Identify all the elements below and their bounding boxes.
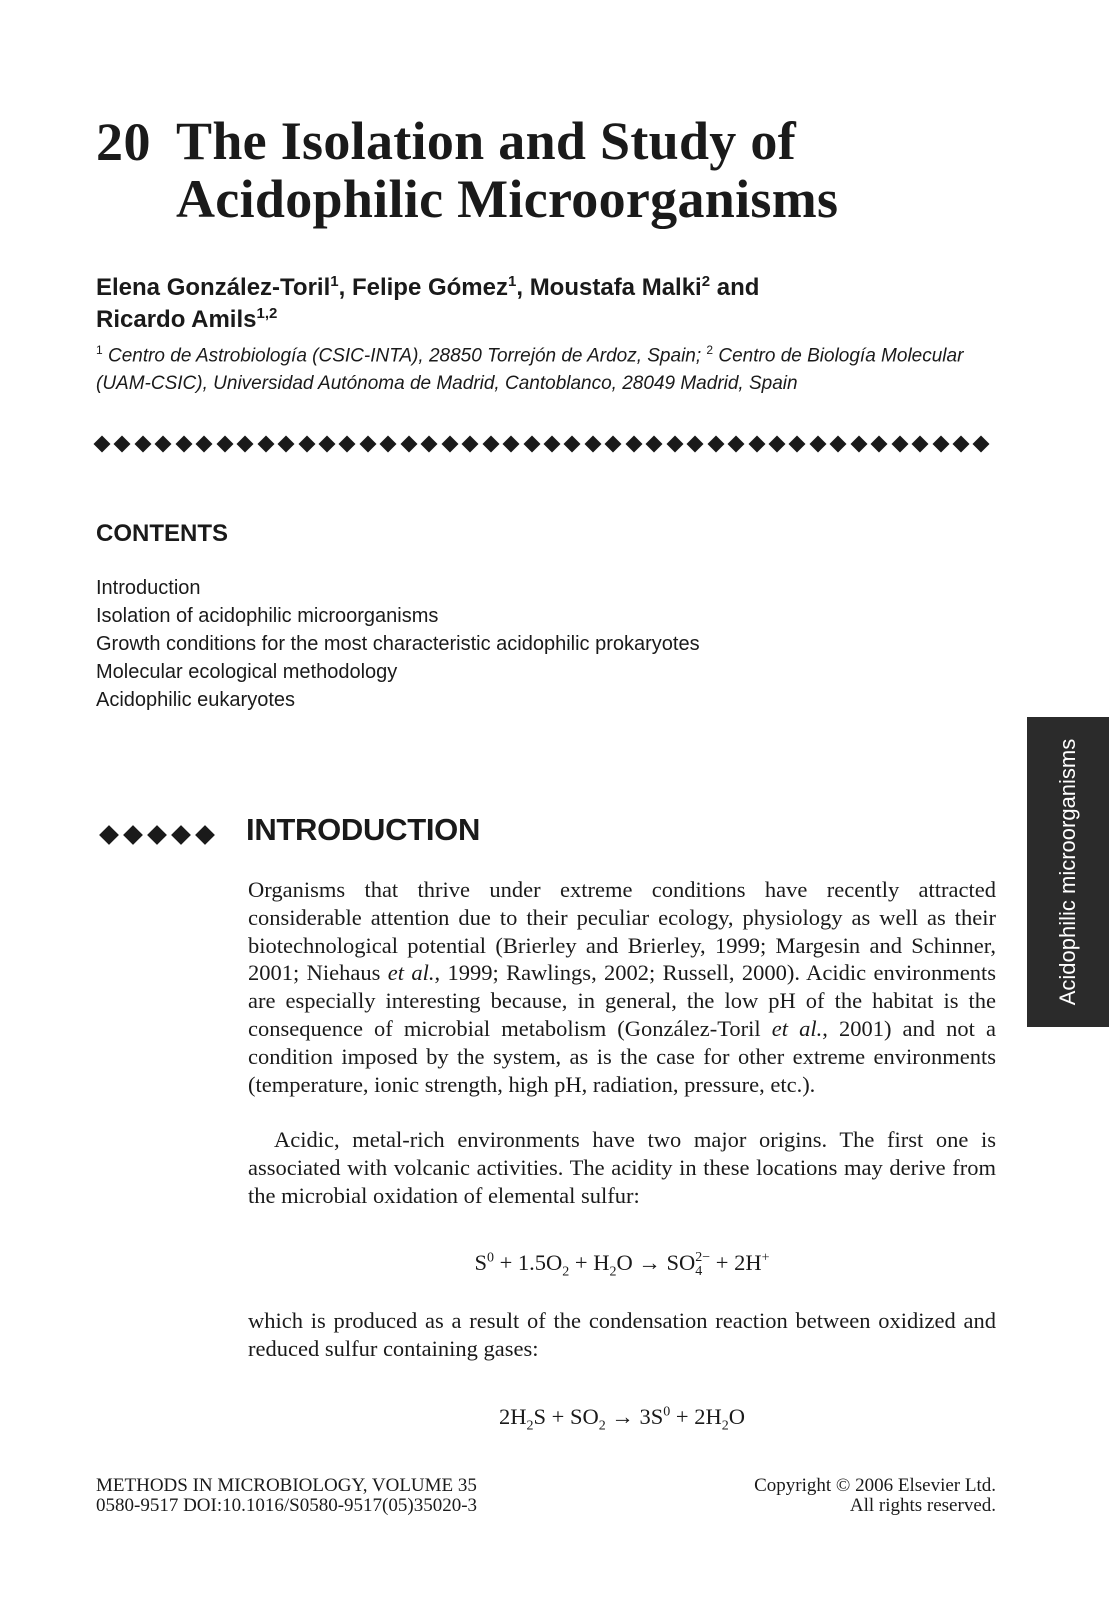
affiliation-text: Centro de Astrobiología (CSIC-INTA), 28850 Torrejón de Ardoz, Spain; (102, 345, 707, 367)
side-thumb-tab (1027, 717, 1109, 1027)
eq-part: + 2H (710, 1250, 762, 1275)
diamond-icon (482, 436, 499, 453)
diamond-icon (147, 825, 167, 845)
chapter-title (176, 112, 838, 228)
diamond-icon (123, 825, 143, 845)
eq-part: 2H (499, 1404, 527, 1429)
diamond-icon (768, 436, 785, 453)
diamond-icon (625, 436, 642, 453)
chapter-title-line-2: Acidophilic Microorganisms (176, 169, 839, 229)
diamond-icon (564, 436, 581, 453)
eq-part: O (728, 1404, 745, 1429)
footer-left (96, 1476, 477, 1516)
author-separator: and (710, 274, 760, 301)
diamond-icon (809, 436, 826, 453)
diamond-icon (99, 825, 119, 845)
chapter-title-line-1: The Isolation and Study of (176, 111, 796, 171)
diamond-icon (789, 436, 806, 453)
eq-part: O → SO (616, 1250, 696, 1275)
diamond-icon (278, 436, 295, 453)
eq-part: + H (569, 1250, 610, 1275)
footer-copyright: Copyright © 2006 Elsevier Ltd. (754, 1475, 996, 1496)
eq-sup: 2− (695, 1249, 711, 1265)
diamond-icon (155, 436, 172, 453)
affiliation-text: Centro de Biología Molecular (UAM-CSIC), Universidad Autónoma de Madrid, Cantoblanco, 28049 Madrid, Spain (96, 345, 964, 395)
diamond-icon (400, 436, 417, 453)
paragraph-text: , 1999; Rawlings, 2002; Russell, 2000). Acidic environments are especially interesting because, in general, the low pH of the habitat is the consequence of microbial metabolism (González-Toril (248, 960, 996, 1041)
diamond-icon (237, 436, 254, 453)
diamond-icon (543, 436, 560, 453)
eq-sup: 0 (486, 1250, 494, 1266)
diamond-icon (503, 436, 520, 453)
equation (248, 1250, 996, 1281)
diamond-icon (339, 436, 356, 453)
side-thumb-tab-label: Acidophilic microorganisms (1055, 738, 1080, 1006)
author-separator: , (516, 274, 530, 301)
diamond-icon (666, 436, 683, 453)
author-affil-mark: 1,2 (256, 305, 278, 322)
eq-sup: + (761, 1250, 770, 1266)
affiliation-mark: 1 (96, 343, 103, 357)
eq-part: + 1.5O (493, 1250, 563, 1275)
eq-sub: 2 (721, 1418, 729, 1434)
diamond-icon (298, 436, 315, 453)
author-affil-mark: 2 (701, 273, 711, 290)
author-line-2 (96, 304, 759, 336)
diamond-icon (605, 436, 622, 453)
eq-sub: 2 (609, 1264, 617, 1280)
paragraph: Acidic, metal-rich environments have two major origins. The first one is associated with volcanic activities. The acidity in these locations may derive from the microbial oxidation of elemental sulfur: (248, 1127, 996, 1208)
paragraph (248, 876, 996, 1098)
diamond-icon (523, 436, 540, 453)
italic-text: et al. (771, 1015, 823, 1041)
diamond-icon (196, 436, 213, 453)
chapter-number: 20 (96, 112, 151, 172)
diamond-icon (912, 436, 929, 453)
author-name: Moustafa Malki (529, 274, 702, 301)
footer-doi: 0580-9517 DOI:10.1016/S0580-9517(05)35020-3 (96, 1495, 478, 1516)
footer-journal: METHODS IN MICROBIOLOGY, VOLUME 35 (96, 1475, 477, 1496)
diamond-rule-divider (96, 438, 988, 450)
diamond-icon (973, 436, 990, 453)
author-name: Ricardo Amils (96, 306, 257, 333)
toc-item: Growth conditions for the most characteristic acidophilic prokaryotes (96, 633, 700, 655)
eq-part: + 2H (670, 1404, 722, 1429)
footer-right (754, 1476, 996, 1516)
diamond-icon (830, 436, 847, 453)
author-affil-mark: 1 (508, 273, 517, 290)
author-list (96, 272, 759, 336)
diamond-icon (134, 436, 151, 453)
footer-rights: All rights reserved. (849, 1495, 996, 1516)
diamond-icon (441, 436, 458, 453)
diamond-icon (687, 436, 704, 453)
diamond-icon (94, 436, 111, 453)
section-heading: INTRODUCTION (246, 812, 481, 847)
diamond-icon (380, 436, 397, 453)
italic-text: et al. (387, 960, 435, 986)
author-name: Elena González-Toril (96, 274, 331, 301)
author-separator: , (338, 274, 352, 301)
eq-sub: 2 (526, 1418, 534, 1434)
eq-part: S + SO (533, 1404, 599, 1429)
eq-sub: 4 (695, 1263, 703, 1279)
diamond-icon (850, 436, 867, 453)
diamond-icon (707, 436, 724, 453)
diamond-icon (195, 825, 215, 845)
diamond-icon (462, 436, 479, 453)
paragraph-text: , 2001) and not a condition imposed by the system, as is the case for other extreme environments (temperature, ionic strength, high pH, radiation, pressure, etc.). (248, 1015, 996, 1097)
paragraph: which is produced as a result of the condensation reaction between oxidized and reduced sulfur containing gases: (248, 1308, 996, 1361)
table-of-contents (96, 574, 700, 714)
diamond-icon (584, 436, 601, 453)
diamond-icon (257, 436, 274, 453)
diamond-icon (891, 436, 908, 453)
diamond-icon (318, 436, 335, 453)
affiliation-mark: 2 (706, 343, 714, 357)
diamond-icon (216, 436, 233, 453)
diamond-icon (171, 825, 191, 845)
toc-item: Acidophilic eukaryotes (96, 689, 295, 711)
affiliations (96, 336, 996, 398)
eq-sub: 2 (598, 1418, 606, 1434)
eq-part: S (474, 1250, 487, 1275)
diamond-icon (646, 436, 663, 453)
eq-sub: 2 (562, 1264, 570, 1280)
paragraph-text: Organisms that thrive under extreme conditions have recently attracted considerable attention due to their peculiar ecology, physiology as well as their biotechnological potential (Brierley and Brierley, 1999; Margesin and Schinner, 2001; Niehaus (248, 877, 996, 986)
author-name: Felipe Gómez (351, 274, 508, 301)
toc-item: Introduction (96, 577, 201, 599)
contents-heading: CONTENTS (96, 520, 228, 547)
section-diamond-marks (102, 828, 212, 842)
eq-sup: 0 (663, 1404, 671, 1420)
diamond-icon (175, 436, 192, 453)
diamond-icon (728, 436, 745, 453)
diamond-icon (748, 436, 765, 453)
equation (248, 1404, 996, 1435)
toc-item: Molecular ecological methodology (96, 661, 398, 683)
diamond-icon (871, 436, 888, 453)
author-line-1 (96, 272, 759, 304)
diamond-icon (114, 436, 131, 453)
eq-part: → 3S (605, 1404, 664, 1429)
diamond-icon (953, 436, 970, 453)
diamond-icon (359, 436, 376, 453)
diamond-icon (421, 436, 438, 453)
toc-item: Isolation of acidophilic microorganisms (96, 605, 439, 627)
author-affil-mark: 1 (330, 273, 339, 290)
diamond-icon (932, 436, 949, 453)
